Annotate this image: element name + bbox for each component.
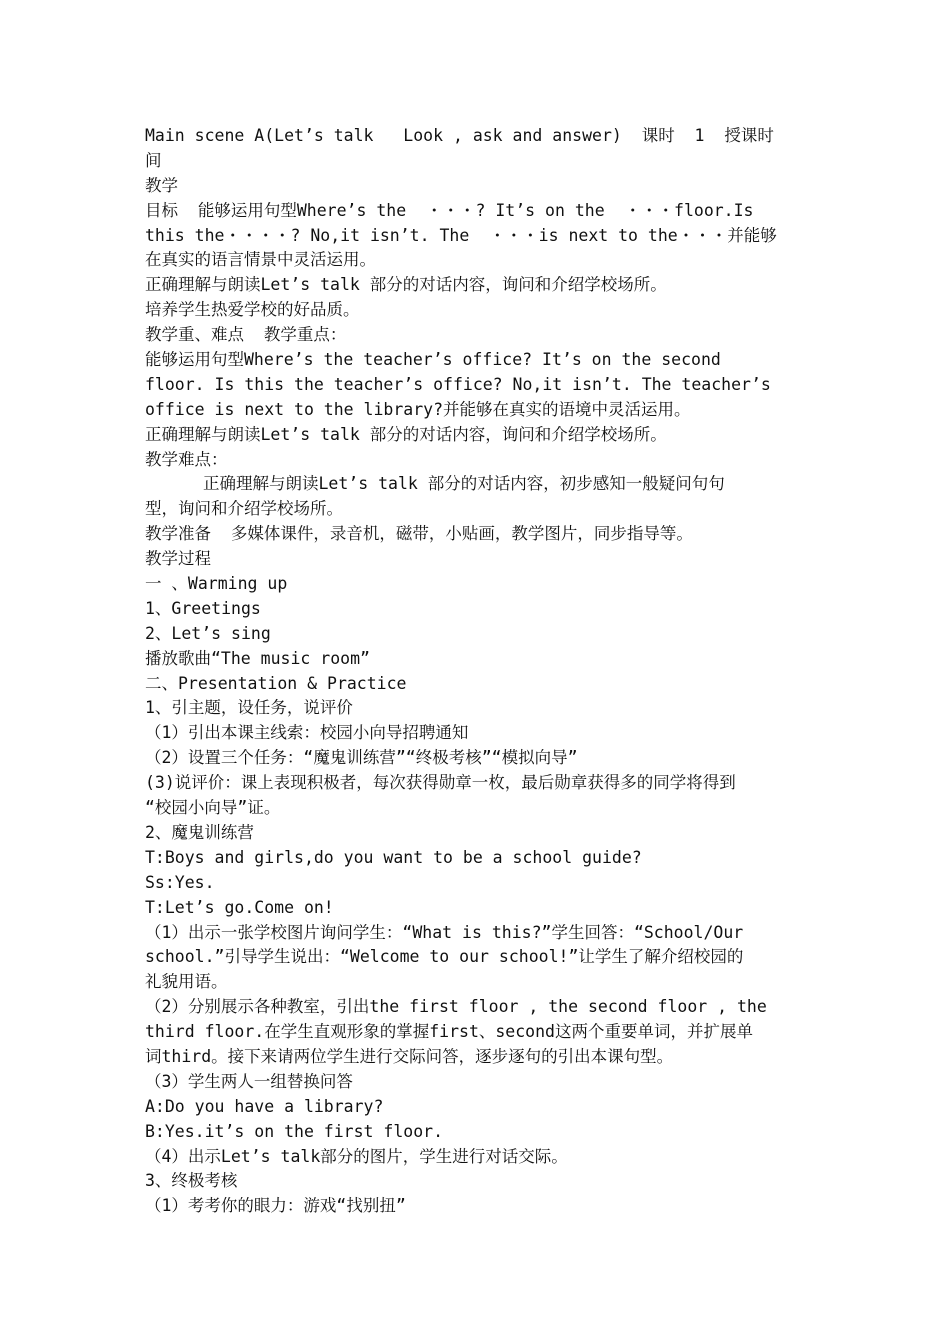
goal-line-4: 正确理解与朗读Let’s talk 部分的对话内容，询问和介绍学校场所。	[145, 275, 667, 295]
dialogue-students-1: Ss:Yes.	[145, 872, 215, 892]
document-body	[145, 124, 813, 1219]
camp-item-1-line-3: 礼貌用语。	[145, 972, 228, 992]
header-line-1: Main scene A(Let’s talk Look , ask and answer) 课时 1 授课时	[145, 126, 774, 145]
substep-3-cont: “校园小向导”证。	[145, 798, 281, 818]
section-presentation: 二、Presentation & Practice	[145, 673, 407, 693]
camp-item-3: （3）学生两人一组替换问答	[145, 1071, 353, 1091]
goal-line-1: 目标 能够运用句型Where’s the ・・・? It’s on the ・・・floor.Is	[145, 200, 754, 220]
substep-3: (3)说评价：课上表现积极者，每次获得勋章一枚，最后勋章获得多的同学将得到	[145, 773, 736, 793]
preparation-line: 教学准备 多媒体课件，录音机，磁带，小贴画，教学图片，同步指导等。	[145, 524, 693, 544]
header-line-2: 间	[145, 150, 162, 170]
goal-line-3: 在真实的语言情景中灵活运用。	[145, 250, 376, 270]
dialogue-teacher-2: T:Let’s go.Come on!	[145, 897, 334, 917]
difficulty-line-2: 型，询问和介绍学校场所。	[145, 499, 343, 519]
key-points-line-1: 能够运用句型Where’s the teacher’s office? It’s on the second	[145, 350, 721, 370]
camp-item-2-line-2: third floor.在学生直观形象的掌握first、second这两个重要单词，并扩展单	[145, 1022, 753, 1042]
step-introduce-theme: 1、引主题，设任务，说评价	[145, 698, 353, 718]
camp-item-1-line-2: school.”引导学生说出：“Welcome to our school!”让学生了解介绍校园的	[145, 947, 744, 967]
camp-item-2-line-3: 词third。接下来请两位学生进行交际问答，逐步逐句的引出本课句型。	[145, 1046, 674, 1066]
goal-label: 教学	[145, 175, 178, 195]
goal-line-5: 培养学生热爱学校的好品质。	[145, 300, 360, 320]
substep-1: （1）引出本课主线索：校园小向导招聘通知	[145, 723, 469, 743]
camp-item-1-line-1: （1）出示一张学校图片询问学生：“What is this?”学生回答：“School/Our	[145, 922, 744, 942]
process-heading: 教学过程	[145, 549, 211, 569]
key-points-line-3: office is next to the library?并能够在真实的语境中灵活运用。	[145, 399, 691, 419]
camp-item-2-line-1: （2）分别展示各种教室，引出the first floor , the second floor , the	[145, 997, 767, 1017]
step-training-camp: 2、魔鬼训练营	[145, 822, 254, 842]
substep-2: （2）设置三个任务：“魔鬼训练营”“终极考核”“模拟向导”	[145, 748, 578, 768]
step-lets-sing: 2、Let’s sing	[145, 623, 271, 643]
step-final-assessment: 3、终极考核	[145, 1171, 238, 1191]
key-points-heading: 教学重、难点 教学重点：	[145, 325, 347, 345]
camp-item-4: （4）出示Let’s talk部分的图片，学生进行对话交际。	[145, 1146, 568, 1166]
key-points-line-2: floor. Is this the teacher’s office? No,it isn’t. The teacher’s	[145, 374, 771, 394]
assessment-item-1: （1）考考你的眼力：游戏“找别扭”	[145, 1196, 406, 1216]
dialogue-b: B:Yes.it’s on the first floor.	[145, 1121, 444, 1141]
difficulty-line-1: 正确理解与朗读Let’s talk 部分的对话内容，初步感知一般疑问句句	[203, 474, 725, 494]
dialogue-a: A:Do you have a library?	[145, 1096, 384, 1116]
key-points-line-4: 正确理解与朗读Let’s talk 部分的对话内容，询问和介绍学校场所。	[145, 424, 667, 444]
step-greetings: 1、Greetings	[145, 598, 261, 618]
dialogue-teacher-1: T:Boys and girls,do you want to be a school guide?	[145, 847, 642, 867]
difficulty-heading: 教学难点：	[145, 449, 228, 469]
play-song-line: 播放歌曲“The music room”	[145, 648, 370, 668]
goal-line-2: this the・・・・? No,it isn’t. The ・・・is next to the・・・并能够	[145, 225, 777, 245]
section-warming-up: 一 、Warming up	[145, 574, 288, 594]
